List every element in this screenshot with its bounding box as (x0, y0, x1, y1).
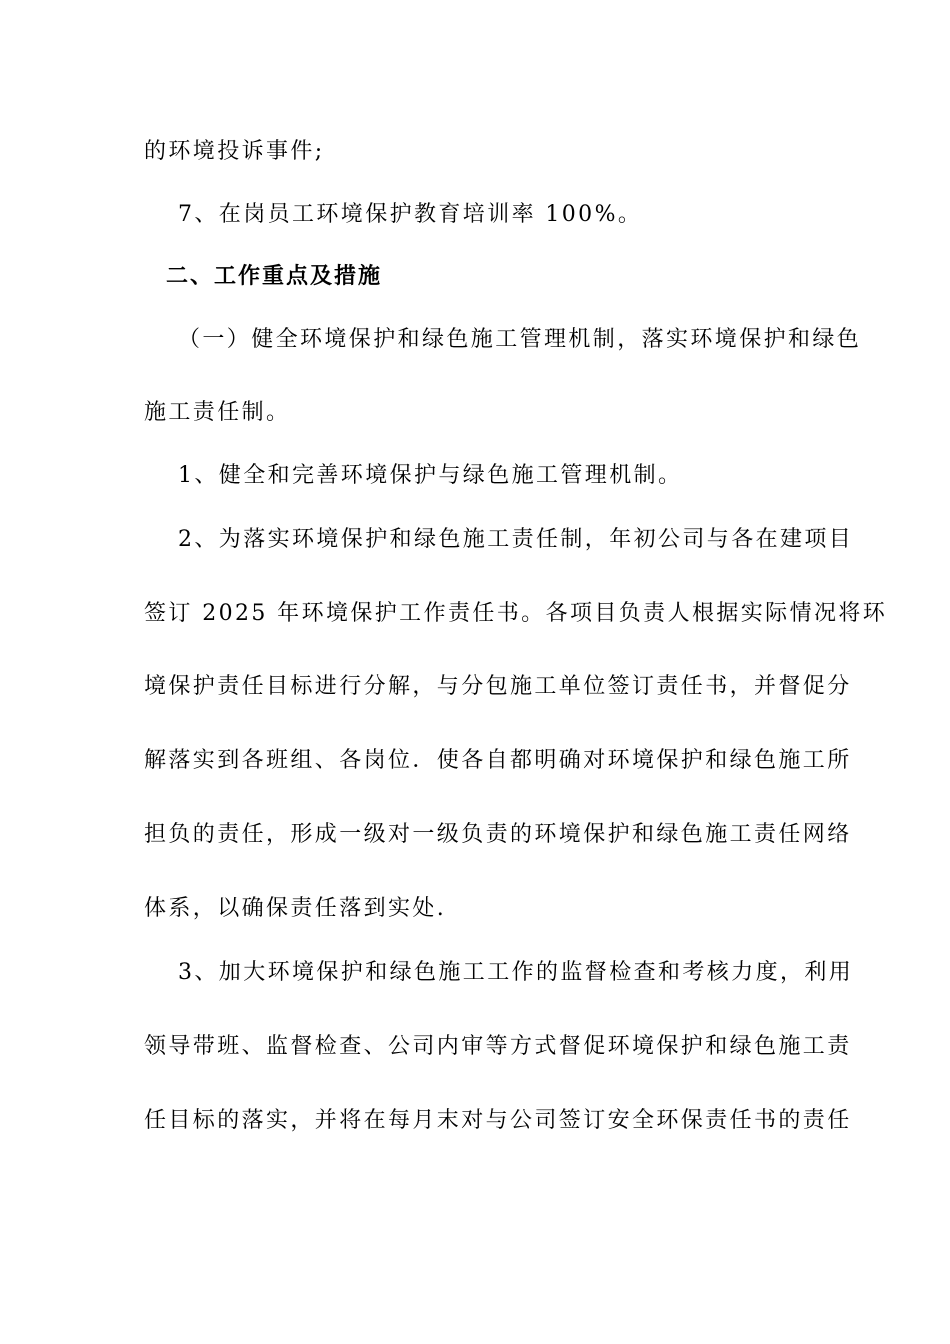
paragraph-line: 体系，以确保责任落到实处. (144, 896, 447, 921)
list-item-7: 7、在岗员工环境保护教育培训率 100%。 (178, 202, 643, 227)
paragraph-line: 任目标的落实，并将在每月末对与公司签订安全环保责任书的责任 (144, 1108, 852, 1133)
paragraph-line: 施工责任制。 (144, 400, 291, 425)
subsection-heading: （一）健全环境保护和绿色施工管理机制，落实环境保护和绿色 (178, 327, 862, 352)
list-item-2: 2、为落实环境保护和绿色施工责任制，年初公司与各在建项目 (178, 527, 854, 552)
paragraph-line: 担负的责任，形成一级对一级负责的环境保护和绿色施工责任网络 (144, 822, 852, 847)
paragraph-line: 境保护责任目标进行分解，与分包施工单位签订责任书，并督促分 (144, 674, 852, 699)
list-item-1: 1、健全和完善环境保护与绿色施工管理机制。 (178, 463, 683, 488)
paragraph-line: 领导带班、监督检查、公司内审等方式督促环境保护和绿色施工责 (144, 1034, 852, 1059)
paragraph-line: 解落实到各班组、各岗位．使各自都明确对环境保护和绿色施工所 (144, 748, 852, 773)
paragraph-line: 签订 2025 年环境保护工作责任书。各项目负责人根据实际情况将环 (144, 601, 888, 626)
list-item-3: 3、加大环境保护和绿色施工工作的监督检查和考核力度，利用 (178, 960, 854, 985)
paragraph-line: 的环境投诉事件; (144, 139, 325, 164)
section-heading: 二、工作重点及措施 (166, 264, 383, 289)
